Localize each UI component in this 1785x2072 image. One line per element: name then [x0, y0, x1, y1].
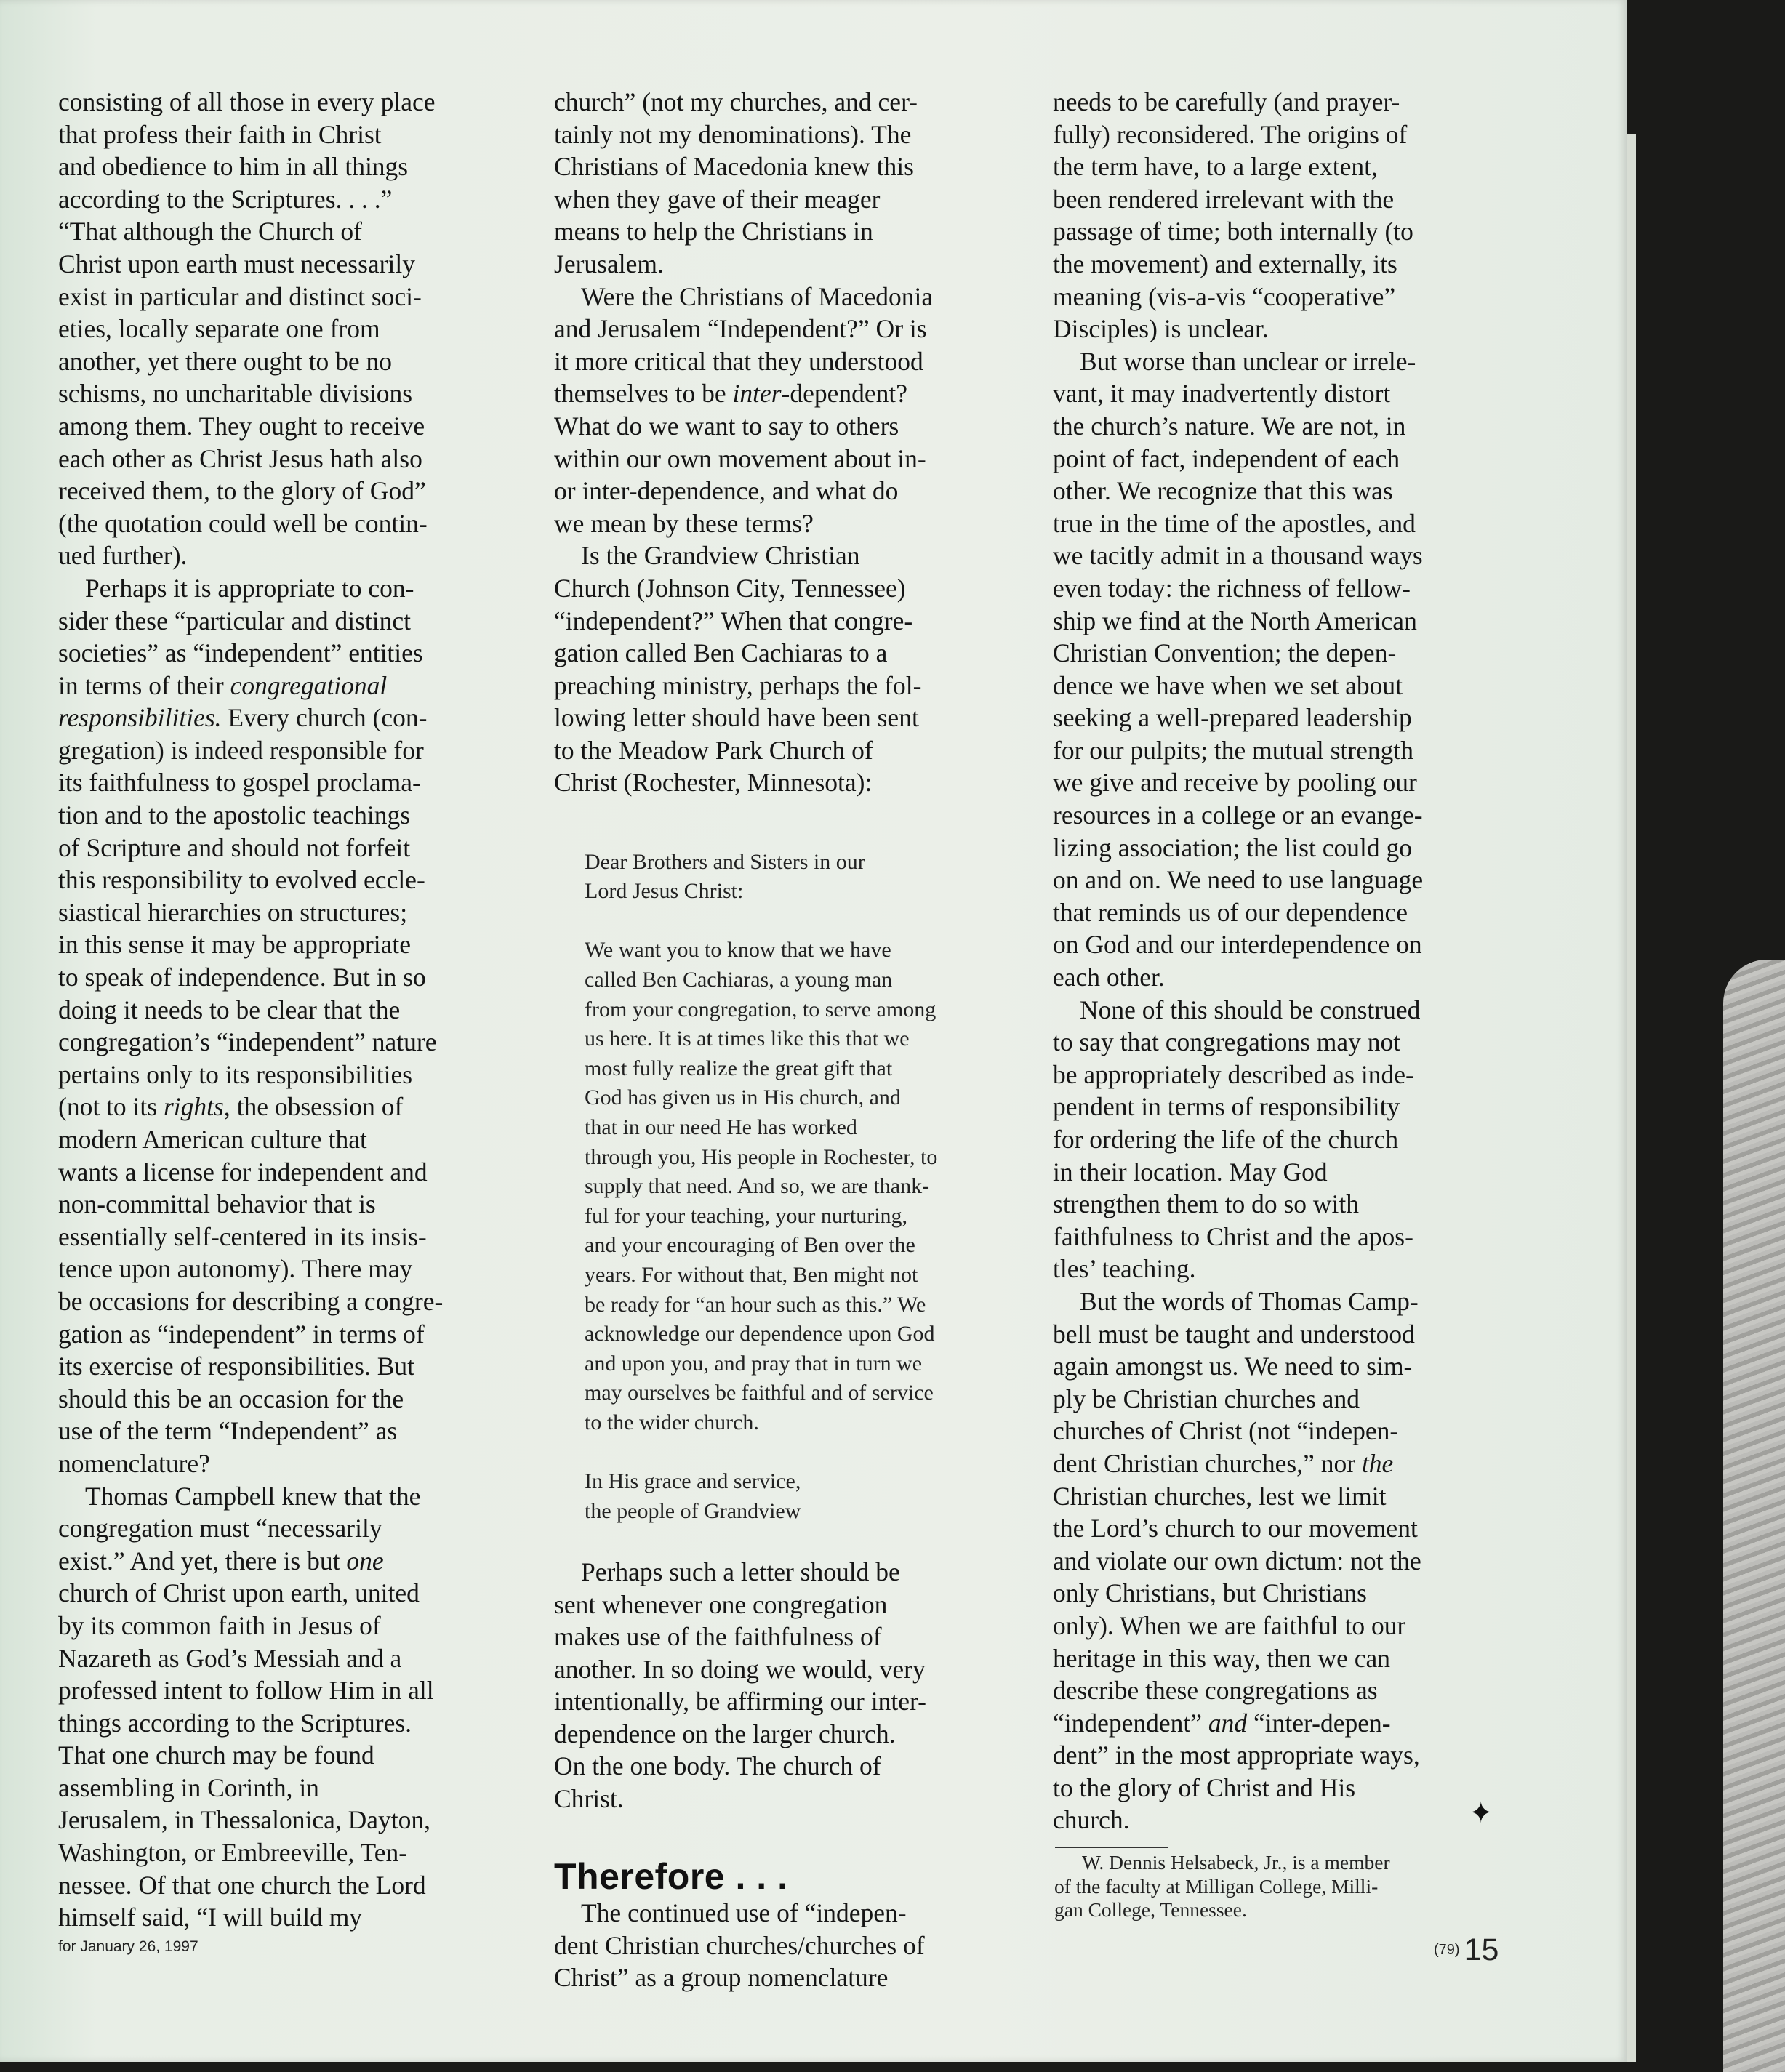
paragraph: church” (not my churches, and cer- tainly not my denominations). The Christians of Macedonia knew this when they gave of their meager means to help the Christians in Jerusalem.: [554, 87, 918, 278]
paragraph: [554, 281, 1012, 540]
section-heading: Therefore . . .: [554, 1855, 788, 1897]
letter-body: We want you to know that we have called Ben Cachiaras, a young man from your congregation, to serve among us here. It is at times like this that we most fully realize the great gift that God has given us in His church, and that in our need He has worked through you, His people in Rochester, to supply that need. And so, we are thank- ful for your teaching, your nurturing, and your encouraging of Ben over the years. For without that, Ben might not be ready for “an hour such as this.” We acknowledge our dependence upon God and upon you, and pray that in turn we may ourselves be faithful and of service to the wider church.: [585, 938, 938, 1434]
bio-rule: [1055, 1847, 1168, 1848]
column-3: [1053, 86, 1515, 1836]
paragraph: The continued use of “indepen- dent Christian churches/churches of Christ” as a group nomenclature: [554, 1898, 925, 1993]
paragraph: Is the Grandview Christian Church (Johnson City, Tennessee) “independent?” When that congre- gation called Ben Cachiaras to a preaching ministry, perhaps the fol- lowing letter should have been sent to the Meadow Park Church of Christ (Rochester, Minnesota):: [554, 541, 922, 798]
column-1: [58, 86, 509, 1934]
paragraph: None of this should be construed to say that congregations may not be appropriately described as inde- pendent in terms of responsibility for ordering the life of the church in their location. May God strengthen them to do so with faithfulness to Christ and the apos- tles’ teaching.: [1053, 995, 1421, 1284]
text-run: Were the Christians of Macedonia and Jerusalem “Independent?” Or is it more critical that they understood themselves to be: [554, 281, 934, 409]
author-bio: W. Dennis Helsabeck, Jr., is a member of the faculty at Milligan College, Milli- gan College, Tennessee.: [1054, 1851, 1390, 1921]
text-run: Christian churches, lest we limit the Lord’s church to our movement and violate our own dictum: not the only Christians, but Christians only). When we are faithful to our heritage in this way, then we can describe these congregations as “independent”: [1053, 1481, 1421, 1738]
letter-salutation: Dear Brothers and Sisters in our Lord Jesus Christ:: [585, 849, 865, 904]
text-run: church of Christ upon earth, united by its common faith in Jesus of Nazareth as God’s Messiah and a professed intent to follow Him in all things according to the Scriptures. That one church may be found assembling in Corinth, in Jerusalem, in Thessalonica, Dayton, Washington, or Embreeville, Ten- nessee. Of that one church the Lord himself said, “I will build my: [58, 1578, 434, 1932]
emphasis: and: [1208, 1708, 1248, 1738]
page-edge: [1627, 134, 1636, 2062]
paragraph: consisting of all those in every place that profess their faith in Christ and obedience to him in all things according to the Scriptures. . . .” “That although the Church of Christ upon earth must necessarily exist in particular and distinct soci- eties, locally separate one from another, yet there ought to be no schisms, no uncharitable divisions among them. They ought to receive each other as Christ Jesus hath also received them, to the glory of God” (the quotation could well be contin- ued further).: [58, 87, 436, 571]
page-number-big: 15: [1464, 1932, 1499, 1967]
background-fabric: [1723, 960, 1785, 2072]
text-run: Thomas Campbell knew that the congregation must “necessarily exist.” And yet, there is but: [58, 1481, 421, 1575]
text-run: Perhaps it is appropriate to con- sider these “particular and distinct societies” as “independent” entities in terms of their: [58, 573, 423, 700]
page-number-small: (79): [1434, 1942, 1460, 1958]
end-mark-icon: ✦: [1469, 1796, 1493, 1829]
paragraph: Perhaps such a letter should be sent whenever one congregation makes use of the faithfulness of another. In so doing we would, very intentionally, be affirming our inter- dependence on the larger church. On the one body. The church of Christ.: [554, 1557, 926, 1814]
text-run: , the obsession of modern American culture that wants a license for independent and non-committal behavior that is essentially self-centered in its insis- tence upon autonomy). There may be occasions for describing a congre- gation as “independent” in terms of its exercise of responsibilities. But should this be an occasion for the use of the term “Independent” as nomenclature?: [58, 1092, 444, 1478]
paragraph: [58, 1480, 509, 1934]
paragraph: needs to be carefully (and prayer- fully) reconsidered. The origins of the term have, to a large extent, been rendered irrelevant with the passage of time; both internally (to the movement) and externally, its meaning (vis-a-vis “cooperative” Disciples) is unclear.: [1053, 87, 1413, 344]
emphasis: one: [346, 1546, 384, 1575]
letter-closing: In His grace and service, the people of Grandview: [585, 1469, 801, 1523]
text-run: But the words of Thomas Camp- bell must be taught and understood again amongst us. We need to sim- ply be Christian churches and churches of Christ (not “indepen- dent Christian churches,” nor: [1053, 1286, 1419, 1478]
page-number: [1434, 1932, 1499, 1968]
emphasis: rights: [163, 1092, 224, 1122]
paragraph: But worse than unclear or irrele- vant, it may inadvertently distort the church’s nature. We are not, in point of fact, independent of each other. We recognize that this was true in the time of the apostles, and we tacitly admit in a thousand ways even today: the richness of fellow- ship we find at the North American Christian Convention; the depen- dence we have when we set about seeking a well-prepared leadership for our pulpits; the mutual strength we give and receive by pooling our resources in a college or an evange- lizing association; the list could go on and on. We need to use language that reminds us of our dependence on God and our interdependence on each other.: [1053, 346, 1424, 992]
emphasis: inter: [732, 379, 782, 409]
text-run: Every church (con- gregation) is indeed responsible for its faithfulness to gospel proclama- tion and to the apostolic teachings of Scripture and should not forfeit this responsibility to evolved eccle- siastical hierarchies on structures; in this sense it may be appropriate to speak of independence. But in so doing it needs to be clear that the congregation’s “independent” nature pertains only to its responsibilities (not to its: [58, 703, 437, 1122]
emphasis: the: [1361, 1448, 1394, 1478]
paragraph: [1053, 1285, 1515, 1836]
text-run: “inter-depen- dent” in the most appropriate ways, to the glory of Christ and His church.: [1053, 1708, 1420, 1835]
footer-date: for January 26, 1997: [58, 1938, 198, 1955]
text-run: -dependent? What do we want to say to others within our own movement about in- or inter-dependence, and what do we mean by these terms?: [554, 379, 926, 538]
emphasis: congregational responsibilities.: [58, 670, 388, 733]
letter-block: [585, 818, 1012, 1556]
column-2: [554, 86, 1012, 1994]
paragraph: [58, 572, 509, 1480]
